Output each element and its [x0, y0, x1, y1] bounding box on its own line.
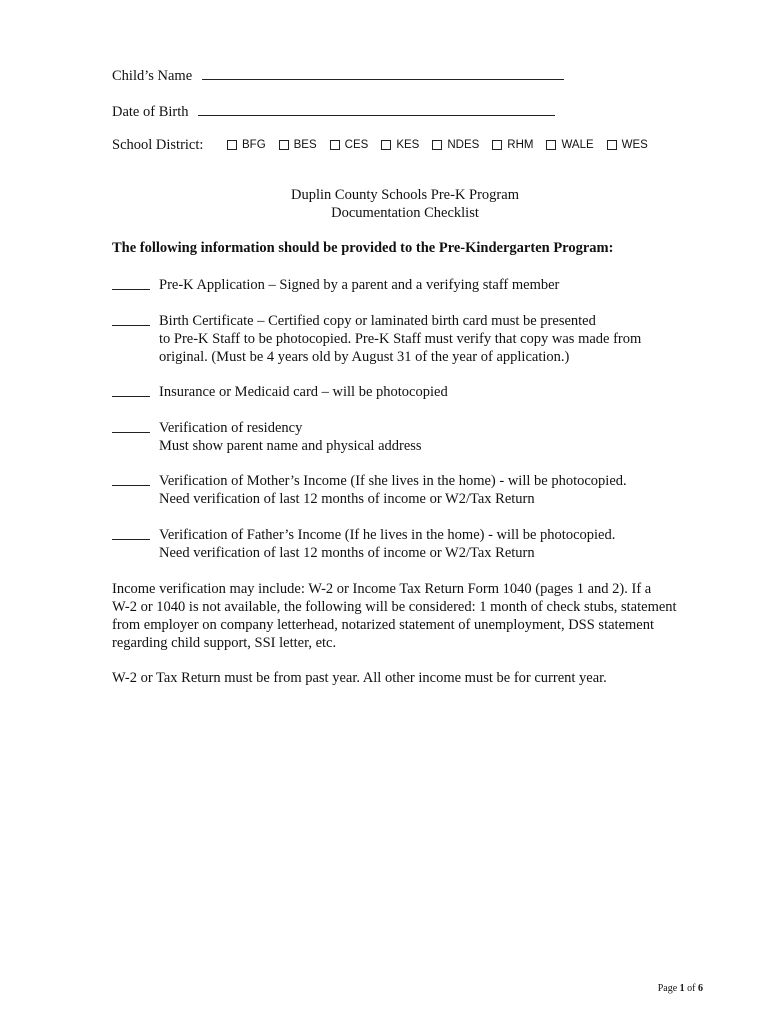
checklist-blank[interactable] [112, 312, 150, 326]
district-option-kes[interactable] [381, 139, 419, 151]
checkbox-icon[interactable] [279, 140, 289, 150]
checklist-item-text: Verification of residency [159, 420, 303, 436]
checklist-item [112, 419, 422, 454]
checklist-item-text: Verification of Mother’s Income (If she lives in the home) - will be photocopied. [159, 473, 627, 489]
district-label: WALE [561, 139, 594, 151]
school-district-label: School District: [112, 137, 204, 153]
checklist-item [112, 526, 616, 561]
page-total: 6 [698, 983, 703, 994]
district-label: WES [621, 139, 648, 151]
page-current: 1 [679, 983, 685, 994]
page-prefix: Page [657, 983, 678, 994]
intro-heading: The following information should be provided to the Pre-Kindergarten Program: [112, 240, 614, 256]
checklist-item-text: Need verification of last 12 months of income or W2/Tax Return [159, 545, 535, 561]
district-label: NDES [447, 139, 480, 151]
paragraph-line: regarding child support, SSI letter, etc. [112, 635, 337, 651]
checkbox-icon[interactable] [546, 140, 556, 150]
district-option-ces[interactable] [330, 139, 369, 151]
checklist-blank[interactable] [112, 472, 150, 486]
checklist-item-text: Birth Certificate – Certified copy or laminated birth card must be presented [159, 313, 596, 329]
checkbox-icon[interactable] [381, 140, 391, 150]
district-label: BFG [242, 139, 266, 151]
checklist-item [112, 383, 448, 402]
district-options [227, 139, 661, 151]
child-name-row [112, 65, 564, 85]
checklist-item-text: original. (Must be 4 years old by August 31 of the year of application.) [159, 349, 570, 365]
checkbox-icon[interactable] [492, 140, 502, 150]
dob-label: Date of Birth [112, 104, 189, 120]
checklist-item [112, 472, 627, 507]
final-note: W-2 or Tax Return must be from past year. All other income must be for current year. [112, 670, 607, 686]
checklist-item [112, 312, 642, 365]
district-option-bes[interactable] [279, 139, 317, 151]
checklist-item-text: Insurance or Medicaid card – will be photocopied [159, 384, 448, 400]
checkbox-icon[interactable] [432, 140, 442, 150]
checklist-item-text: Pre-K Application – Signed by a parent and a verifying staff member [159, 277, 560, 293]
child-name-label: Child’s Name [112, 68, 193, 84]
checklist-blank[interactable] [112, 276, 150, 290]
paragraph-line: W-2 or 1040 is not available, the following will be considered: 1 month of check stubs, statement [112, 599, 677, 615]
district-option-wes[interactable] [607, 139, 648, 151]
district-option-bfg[interactable] [227, 139, 266, 151]
checkbox-icon[interactable] [227, 140, 237, 150]
district-option-wale[interactable] [546, 139, 593, 151]
paragraph-line: from employer on company letterhead, notarized statement of unemployment, DSS statement [112, 617, 654, 633]
paragraph-line: Income verification may include: W-2 or Income Tax Return Form 1040 (pages 1 and 2). If a [112, 581, 652, 597]
checklist-item-text: to Pre-K Staff to be photocopied. Pre-K Staff must verify that copy was made from [159, 331, 642, 347]
document-title: Duplin County Schools Pre-K Program [291, 187, 519, 203]
district-label: KES [396, 139, 420, 151]
checkbox-icon[interactable] [330, 140, 340, 150]
checklist-item-text: Verification of Father’s Income (If he lives in the home) - will be photocopied. [159, 527, 616, 543]
district-label: BES [293, 139, 317, 151]
page-number [658, 983, 703, 994]
checklist-blank[interactable] [112, 383, 150, 397]
district-label: RHM [507, 139, 534, 151]
page-of: of [687, 983, 696, 994]
checklist-item [112, 276, 560, 295]
checklist-blank[interactable] [112, 419, 150, 433]
checklist-item-text: Must show parent name and physical address [159, 438, 422, 454]
income-paragraph [112, 580, 677, 652]
child-name-field[interactable] [202, 65, 564, 80]
district-option-rhm[interactable] [492, 139, 533, 151]
dob-field[interactable] [198, 101, 555, 116]
checklist-item-text: Need verification of last 12 months of income or W2/Tax Return [159, 491, 535, 507]
document-subtitle: Documentation Checklist [331, 205, 479, 221]
district-option-ndes[interactable] [432, 139, 479, 151]
checkbox-icon[interactable] [607, 140, 617, 150]
district-label: CES [344, 139, 369, 151]
dob-row [112, 101, 555, 121]
checklist-blank[interactable] [112, 526, 150, 540]
